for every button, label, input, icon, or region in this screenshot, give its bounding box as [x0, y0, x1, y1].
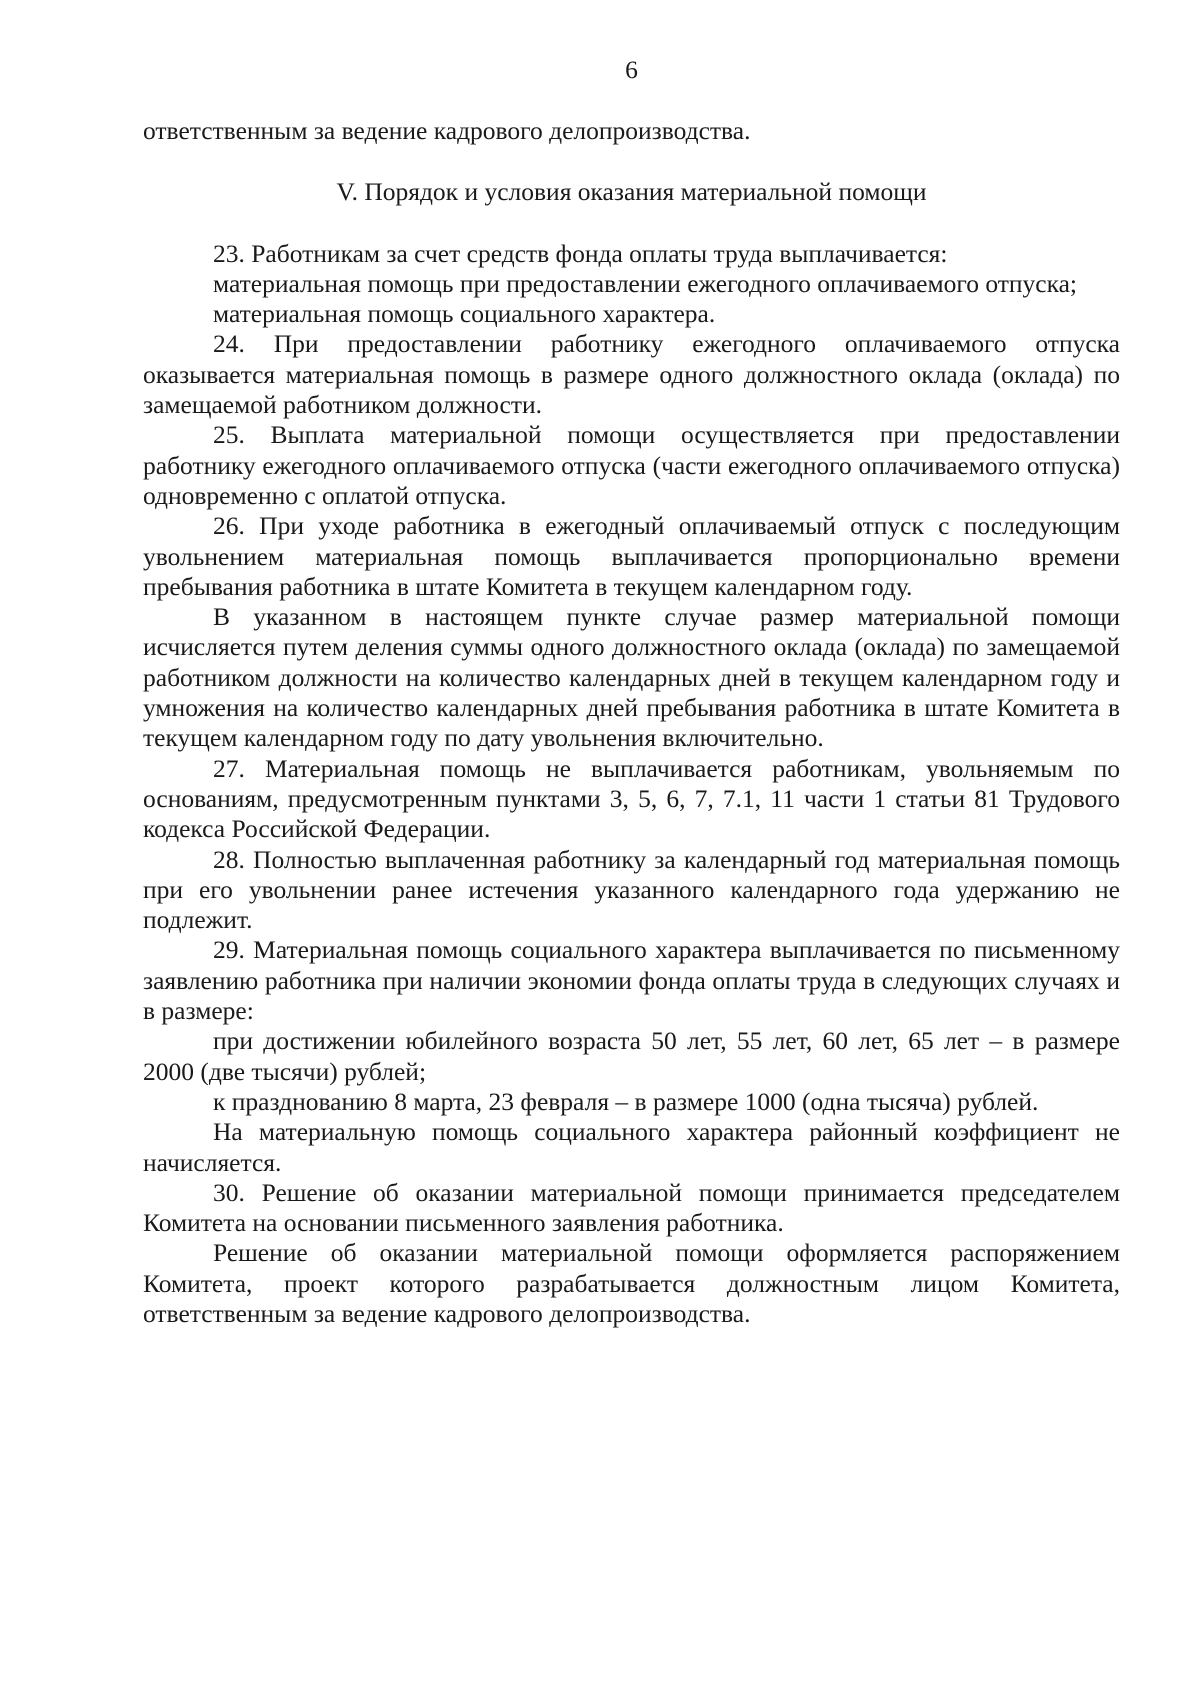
section-title: V. Порядок и условия оказания материальной помощи: [336, 177, 927, 207]
paragraph-24: 24. При предоставлении работнику ежегодного оплачиваемого отпуска оказывается материальная помощь в размере одного должностного оклада (оклада) по замещаемой работником должности.: [143, 329, 1120, 420]
paragraph-29-note: На материальную помощь социального характера районный коэффициент не начисляется.: [143, 1117, 1120, 1177]
paragraph-23-item-2: материальная помощь социального характера.: [213, 299, 716, 329]
document-page: [143, 55, 1120, 1329]
paragraph-29-item-2: к празднованию 8 марта, 23 февраля – в размере 1000 (одна тысяча) рублей.: [213, 1086, 1039, 1116]
paragraph-25: 25. Выплата материальной помощи осуществляется при предоставлении работнику ежегодного оплачиваемого отпуска (части ежегодного оплачиваемого отпуска) одновременно с оплатой отпуска.: [143, 420, 1120, 510]
lead-line: ответственным за ведение кадрового делопроизводства.: [143, 116, 751, 145]
paragraph-23: 23. Работникам за счет средств фонда оплаты труда выплачивается:: [213, 238, 948, 268]
paragraph-27: 27. Материальная помощь не выплачивается работникам, увольняемым по основаниям, предусмотренным пунктами 3, 5, 6, 7, 7.1, 11 части 1 статьи 81 Трудового кодекса Российской Федерации.: [143, 753, 1120, 844]
paragraph-26: 26. При уходе работника в ежегодный оплачиваемый отпуск с последующим увольнением материальная помощь выплачивается пропорционально времени пребывания работника в штате Комитета в текущем календарном году.: [143, 511, 1120, 601]
paragraph-28: 28. Полностью выплаченная работнику за календарный год материальная помощь при его увольнении ранее истечения указанного календарного года удержанию не подлежит.: [143, 844, 1120, 935]
paragraph-29-item-1: при достижении юбилейного возраста 50 лет, 55 лет, 60 лет, 65 лет – в размере 2000 (две тысячи) рублей;: [143, 1026, 1120, 1086]
paragraph-26-continued: В указанном в настоящем пункте случае размер материальной помощи исчисляется путем деления суммы одного должностного оклада (оклада) по замещаемой работником должности на количество календарных дней в текущем календарном году и умножения на количество календарных дней пребывания работника в штате Комитета в текущем календарном году по дату увольнения включительно.: [143, 602, 1120, 753]
paragraph-29: 29. Материальная помощь социального характера выплачивается по письменному заявлению работника при наличии экономии фонда оплаты труда в следующих случаях и в размере:: [143, 935, 1120, 1026]
page-number: 6: [625, 55, 638, 84]
paragraph-23-item-1: материальная помощь при предоставлении ежегодного оплачиваемого отпуска;: [213, 268, 1078, 298]
paragraph-30-continued: Решение об оказании материальной помощи оформляется распоряжением Комитета, проект которого разрабатывается должностным лицом Комитета, ответственным за ведение кадрового делопроизводства.: [143, 1238, 1120, 1328]
paragraph-30: 30. Решение об оказании материальной помощи принимается председателем Комитета на основании письменного заявления работника.: [143, 1177, 1120, 1238]
